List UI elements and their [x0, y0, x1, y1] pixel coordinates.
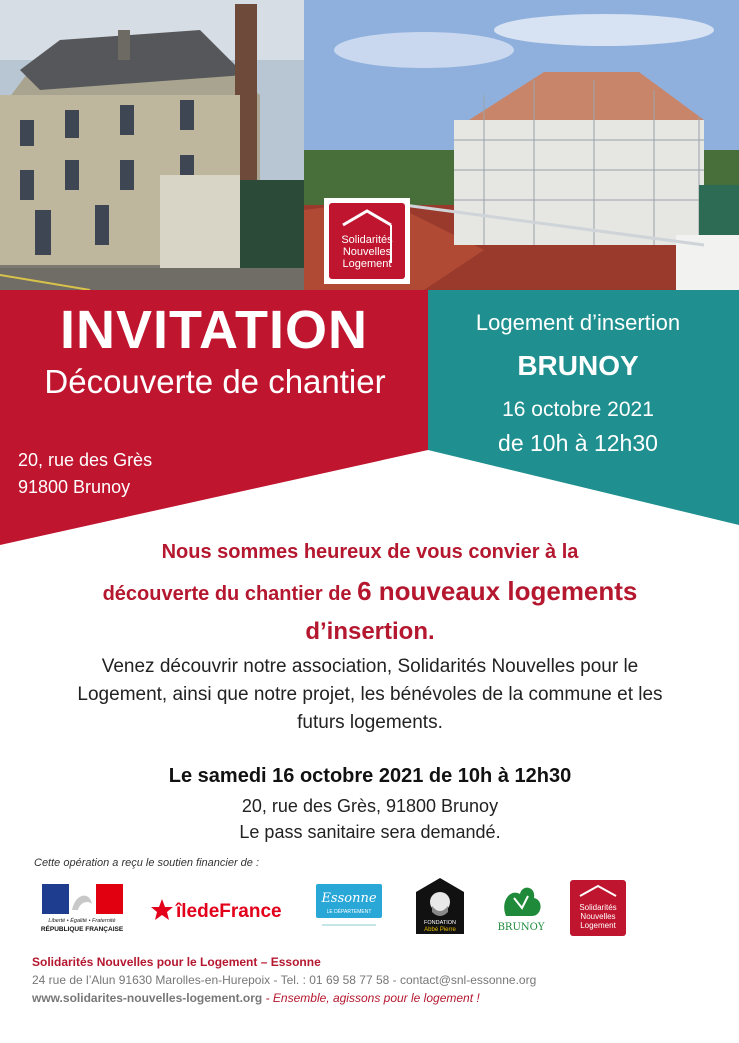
- footer-address: 24 rue de l’Alun 91630 Marolles-en-Hurepoix - Tel. : 01 69 58 77 58 - contact@snl-essonne.org: [32, 973, 537, 987]
- invitation-subtitle: Découverte de chantier: [44, 363, 386, 400]
- pass-notice: Le pass sanitaire sera demandé.: [239, 822, 501, 842]
- event-where: 20, rue des Grès, 91800 Brunoy: [241, 796, 499, 816]
- snl-logo-text-3: Logement: [342, 258, 392, 270]
- republique-motto: Liberté • Égalité • Fraternité: [48, 918, 116, 924]
- idf-wordmark: îledeFrance: [176, 901, 282, 922]
- brunoy-logo: [492, 878, 550, 934]
- footer-web: [32, 991, 480, 1005]
- brunoy-wordmark: BRUNOY: [497, 922, 545, 933]
- abbe-pierre-line1: FONDATION: [424, 920, 456, 926]
- body-paragraph: Venez découvrir notre association, Solidarités Nouvelles pour le Logement, ainsi que notre projet, les bénévoles de la commune et les futurs logements.: [77, 656, 663, 733]
- fondation-abbe-pierre-logo: [414, 876, 466, 936]
- event-date: 16 octobre 2021: [502, 398, 654, 421]
- event-time: de 10h à 12h30: [498, 430, 658, 456]
- essonne-wordmark: Essonne: [321, 891, 377, 906]
- snl-logo-top: [324, 198, 410, 284]
- republique-name: RÉPUBLIQUE FRANÇAISE: [40, 926, 124, 933]
- lead-line-2: [40, 574, 700, 611]
- event-type: Logement d’insertion: [475, 310, 681, 335]
- snl-logo-text-2: Nouvelles: [342, 246, 392, 258]
- snl-footer-text-3: Logement: [580, 921, 616, 930]
- snl-logo-text-1: Solidarités: [341, 234, 393, 246]
- republique-francaise-logo: [36, 882, 128, 934]
- address-line-2: 91800 Brunoy: [18, 477, 131, 497]
- event-when: Le samedi 16 octobre 2021 de 10h à 12h30: [168, 765, 572, 787]
- old-house-photo: [0, 0, 304, 290]
- lead-line-3: d’insertion.: [305, 618, 435, 645]
- footer-website-link[interactable]: www.solidarites-nouvelles-logement.org: [32, 991, 263, 1005]
- lead-line-1: Nous sommes heureux de vous convier à la: [161, 541, 579, 563]
- footer-tagline: - Ensemble, agissons pour le logement !: [262, 991, 480, 1005]
- footer-organization: Solidarités Nouvelles pour le Logement – Essonne: [32, 955, 321, 969]
- abbe-pierre-line2: Abbé Pierre: [424, 927, 456, 933]
- snl-logo-footer: [570, 880, 626, 936]
- ile-de-france-logo: [148, 893, 290, 927]
- lead-line-2-b: 6 nouveaux logements: [357, 576, 638, 606]
- idf-star-icon: [151, 899, 173, 920]
- snl-footer-text-2: Nouvelles: [580, 912, 616, 921]
- sponsors-intro: Cette opération a reçu le soutien financier de :: [34, 857, 260, 869]
- event-city: BRUNOY: [517, 350, 639, 381]
- address-line-1: 20, rue des Grès: [18, 450, 153, 470]
- invitation-title: INVITATION: [60, 300, 368, 360]
- essonne-sub: LE DÉPARTEMENT: [326, 909, 372, 915]
- snl-footer-text-1: Solidarités: [579, 903, 617, 912]
- lead-line-2-a: découverte du chantier de: [102, 583, 358, 605]
- essonne-logo: [316, 884, 382, 932]
